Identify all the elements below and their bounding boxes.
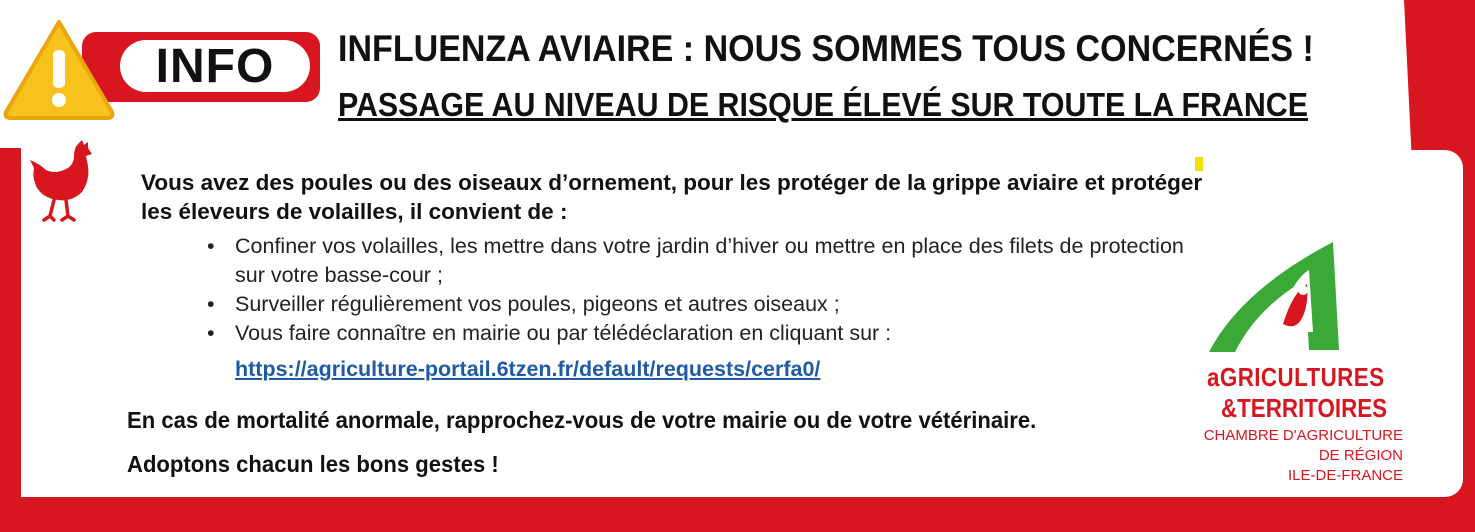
list-item [207, 232, 1257, 290]
logo-wordmark-line-1: aGRICULTURES [1207, 362, 1385, 392]
logo-subtitle-line-3: ILE-DE-FRANCE [1287, 467, 1403, 484]
list-item [207, 319, 1257, 348]
list-item-line: Vous faire connaître en mairie ou par télédéclaration en cliquant sur : [235, 321, 892, 345]
logo-subtitle-line-1: CHAMBRE D'AGRICULTURE [1203, 427, 1403, 444]
intro-line-2: les éleveurs de volailles, il convient de : [141, 199, 568, 224]
warning-triangle-icon [0, 14, 118, 122]
subheadline: PASSAGE AU NIVEAU DE RISQUE ÉLEVÉ SUR TOUTE LA FRANCE [338, 86, 1308, 123]
declaration-link[interactable]: https://agriculture-portail.6tzen.fr/default/requests/cerfa0/ [235, 357, 821, 381]
logo-wordmark-line-2: &TERRITOIRES [1221, 393, 1388, 423]
list-item [207, 290, 1257, 319]
info-label: INFO [120, 40, 310, 92]
hen-icon [28, 140, 96, 224]
chambre-agriculture-logo [1205, 240, 1345, 358]
intro-line-1: Vous avez des poules ou des oiseaux d’ornement, pour les protéger de la grippe aviaire et protéger [141, 170, 1203, 195]
bullet-marker: • [207, 234, 215, 258]
intro-paragraph [141, 168, 1301, 226]
list-item-line: Surveiller régulièrement vos poules, pigeons et autres oiseaux ; [235, 292, 840, 316]
headline: INFLUENZA AVIAIRE : NOUS SOMMES TOUS CONCERNÉS ! [338, 28, 1314, 69]
closing-slogan: Adoptons chacun les bons gestes ! [127, 451, 499, 477]
mortality-notice: En cas de mortalité anormale, rapprochez-vous de votre mairie ou de votre vétérinaire. [127, 407, 1037, 433]
logo-subtitle-line-2: DE RÉGION [1318, 447, 1403, 464]
advice-list [207, 232, 1257, 348]
list-item-line: sur votre basse-cour ; [235, 263, 443, 287]
bullet-marker: • [207, 321, 215, 345]
list-item-line: Confiner vos volailles, les mettre dans votre jardin d’hiver ou mettre en place des filets de protection [235, 234, 1184, 258]
bullet-marker: • [207, 292, 215, 316]
